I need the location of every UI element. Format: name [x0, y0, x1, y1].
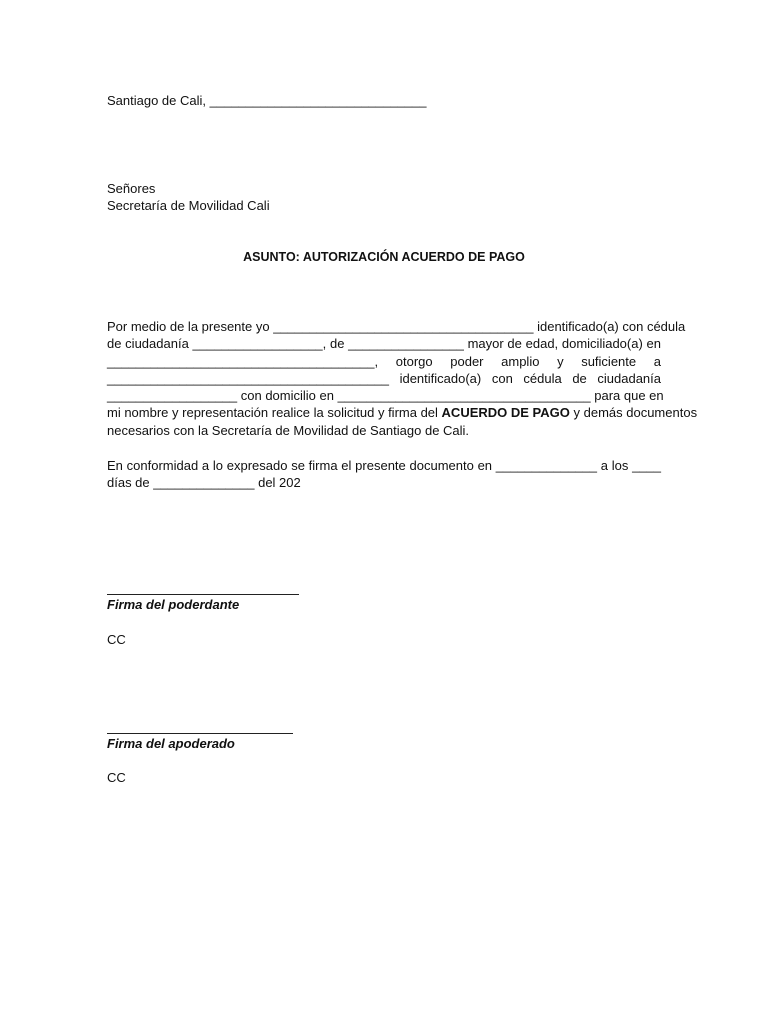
closing-paragraph [107, 457, 661, 492]
body-line: _______________________________________ identificado(a) con cédula de ciudadanía [107, 370, 661, 386]
bold-term: ACUERDO DE PAGO [441, 405, 570, 421]
body-line: de ciudadanía __________________, de ________________ mayor de edad, domiciliado(a) en [107, 336, 661, 352]
recipient-entity: Secretaría de Movilidad Cali [107, 198, 270, 213]
body-line: __________________ con domicilio en ___________________________________ para que en [107, 388, 664, 404]
body-line: Por medio de la presente yo ____________________________________ identificado(a) con cédula [107, 319, 686, 334]
id-label-attorney: CC [107, 770, 126, 785]
recipient-greeting: Señores [107, 181, 156, 196]
body-text: mi nombre y representación realice la solicitud y firma del [107, 405, 438, 421]
place-date-line: Santiago de Cali, ______________________________ [107, 93, 427, 108]
signature-line-grantor [107, 594, 299, 595]
closing-line: En conformidad a lo expresado se firma el presente documento en ______________ a los ____ [107, 458, 661, 473]
body-line-with-bold [107, 404, 698, 421]
signature-label-grantor: Firma del poderdante [107, 597, 240, 612]
body-line: _____________________________________, otorgo poder amplio y suficiente a [107, 353, 661, 369]
signature-line-attorney [107, 733, 293, 734]
closing-line: días de ______________ del 202 [107, 475, 301, 491]
authorization-paragraph [107, 318, 698, 439]
body-line: necesarios con la Secretaría de Movilidad de Santiago de Cali. [107, 422, 470, 438]
body-text: y demás documentos [573, 405, 698, 421]
document-subject: ASUNTO: AUTORIZACIÓN ACUERDO DE PAGO [243, 250, 525, 264]
signature-label-attorney: Firma del apoderado [107, 736, 235, 751]
id-label-grantor: CC [107, 632, 126, 647]
